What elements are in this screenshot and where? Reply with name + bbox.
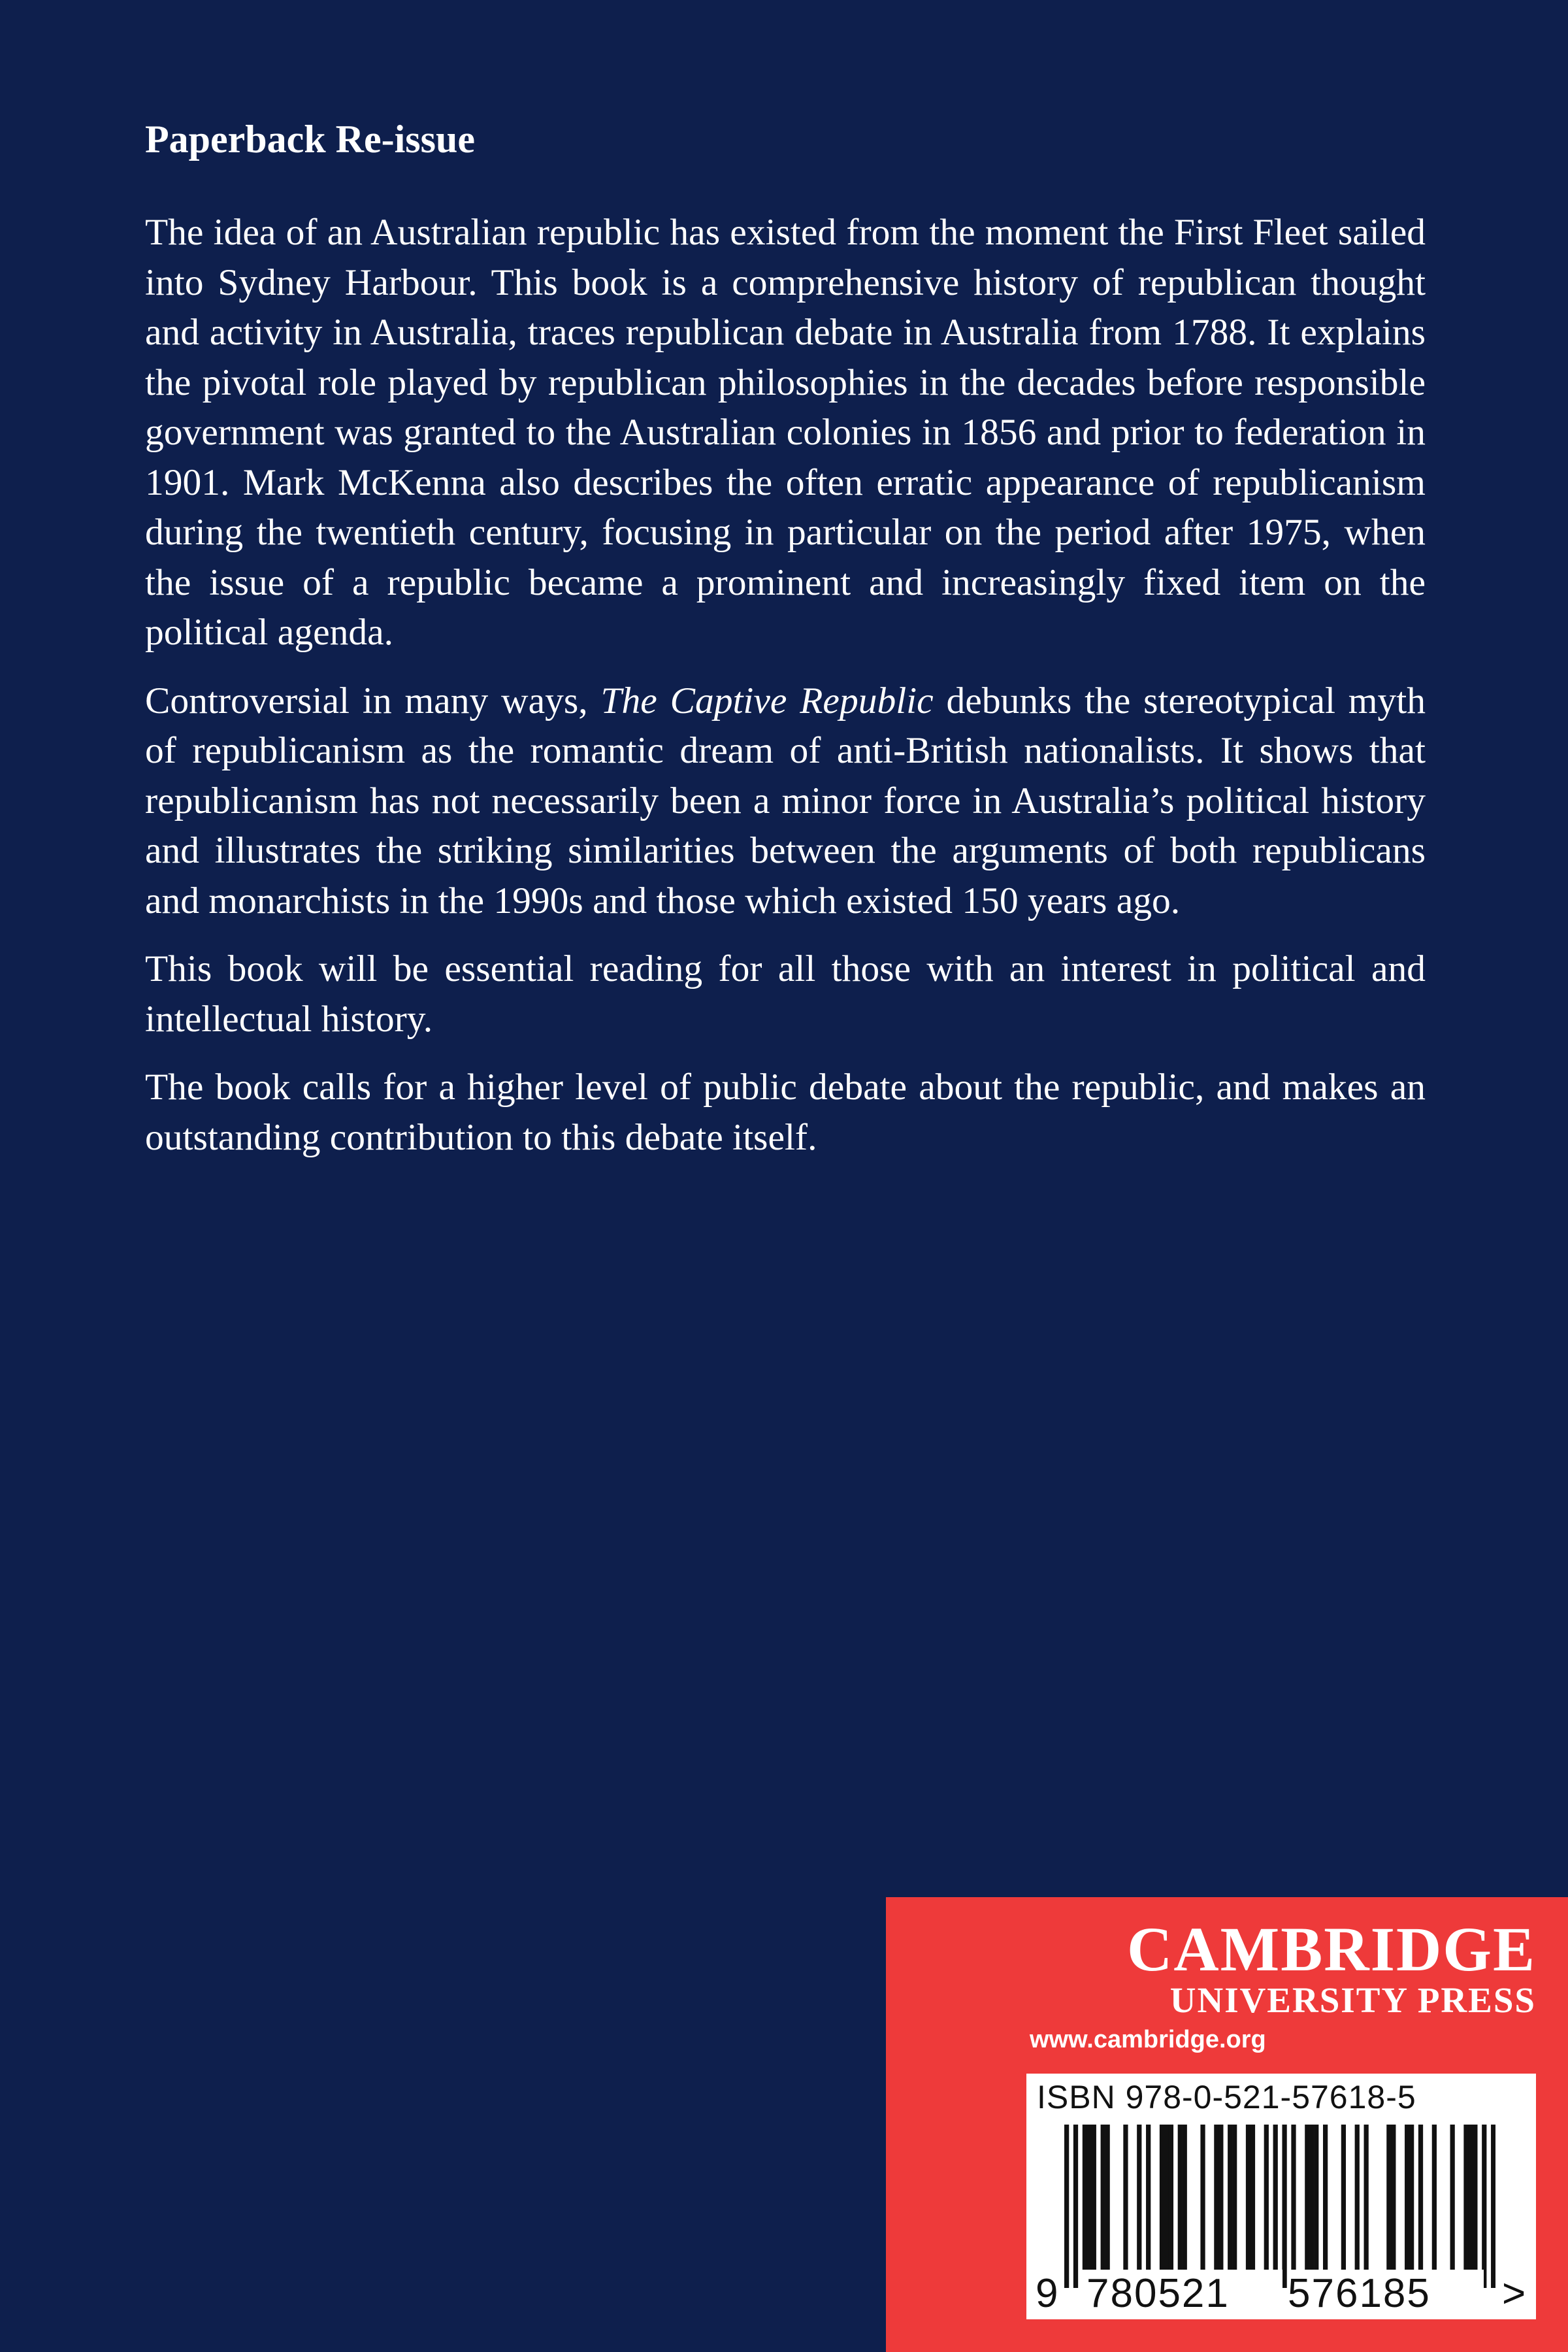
barcode-bar bbox=[1214, 2125, 1218, 2270]
blurb-heading: Paperback Re-issue bbox=[145, 118, 475, 161]
barcode-bar bbox=[1305, 2125, 1309, 2270]
barcode-bar bbox=[1169, 2125, 1173, 2270]
publisher-subtitle: UNIVERSITY PRESS bbox=[1169, 1980, 1536, 2020]
barcode-bar bbox=[1137, 2125, 1141, 2270]
publisher-name: CAMBRIDGE bbox=[1126, 1914, 1536, 1984]
paragraph-2-intro: Controversial in many ways, bbox=[145, 680, 601, 721]
barcode-bar bbox=[1409, 2125, 1414, 2270]
isbn-barcode bbox=[1026, 2074, 1536, 2319]
barcode-bar bbox=[1309, 2125, 1314, 2270]
barcode-digits bbox=[1026, 2270, 1536, 2318]
barcode-bar bbox=[1123, 2125, 1128, 2270]
barcode-bar bbox=[1491, 2125, 1495, 2288]
barcode-bar bbox=[1482, 2125, 1486, 2288]
publisher-url: www.cambridge.org bbox=[1030, 2026, 1266, 2053]
barcode-bar bbox=[1092, 2125, 1096, 2270]
barcode-bar bbox=[1146, 2125, 1151, 2270]
barcode-bar bbox=[1341, 2125, 1346, 2270]
barcode-bar bbox=[1468, 2125, 1473, 2270]
barcode-bar bbox=[1432, 2125, 1437, 2270]
publisher-block bbox=[886, 1897, 1568, 2352]
barcode-bar bbox=[1282, 2125, 1286, 2288]
barcode-bar bbox=[1405, 2125, 1409, 2270]
barcode-bar bbox=[1323, 2125, 1328, 2270]
barcode-bar bbox=[1264, 2125, 1269, 2270]
barcode-bar bbox=[1291, 2125, 1296, 2270]
barcode-bar bbox=[1232, 2125, 1237, 2270]
barcode-bar bbox=[1218, 2125, 1223, 2270]
barcode-bars bbox=[1064, 2125, 1495, 2288]
barcode-bar bbox=[1164, 2125, 1169, 2270]
barcode-bar bbox=[1463, 2125, 1468, 2270]
barcode-digit-first: 9 bbox=[1036, 2270, 1058, 2318]
barcode-arrow: > bbox=[1502, 2270, 1526, 2318]
barcode-bar bbox=[1246, 2125, 1250, 2270]
barcode-digits-right: 576185 bbox=[1288, 2270, 1484, 2318]
barcode-bar bbox=[1273, 2125, 1278, 2288]
isbn-label: ISBN 978-0-521-57618-5 bbox=[1037, 2079, 1416, 2115]
barcode-bar bbox=[1250, 2125, 1255, 2270]
barcode-digits-left: 780521 bbox=[1086, 2270, 1282, 2318]
blurb-paragraph-3: This book will be essential reading for all those with an interest in political and intellectual history. bbox=[145, 948, 1426, 1040]
barcode-bar bbox=[1183, 2125, 1187, 2270]
barcode-bar bbox=[1391, 2125, 1396, 2270]
barcode-bar bbox=[1450, 2125, 1455, 2270]
barcode-bar bbox=[1160, 2125, 1164, 2270]
barcode-bar bbox=[1101, 2125, 1105, 2270]
book-title: The Captive Republic bbox=[600, 680, 934, 721]
barcode-bar bbox=[1178, 2125, 1183, 2270]
blurb-paragraph-4: The book calls for a higher level of public debate about the republic, and makes an outstanding contribution to this debate itself. bbox=[145, 1067, 1426, 1158]
barcode-bar bbox=[1364, 2125, 1369, 2270]
blurb-paragraph-1: The idea of an Australian republic has existed from the moment the First Fleet sailed into Sydney Harbour. This book is a comprehensive history of republican thought and activity in Australia, traces republican debate in Australia from 1788. It explains the pivotal role played by republican philosophies in the decades before responsible government was granted to the Australian colonies in 1856 and prior to federation in 1901. Mark McKenna also describes the often erratic appearance of republicanism during the twentieth century, focusing in particular on the period after 1975, when the issue of a republic became a prominent and increasingly fixed item on the political agenda. bbox=[145, 212, 1426, 653]
barcode-bar bbox=[1064, 2125, 1069, 2288]
blurb-paragraph-2 bbox=[145, 676, 1426, 927]
barcode-bar bbox=[1228, 2125, 1232, 2270]
blurb-text bbox=[145, 111, 1426, 1181]
barcode-bar bbox=[1386, 2125, 1391, 2270]
barcode-bar bbox=[1087, 2125, 1092, 2270]
barcode-bar bbox=[1105, 2125, 1110, 2270]
barcode-bar bbox=[1083, 2125, 1087, 2270]
paragraph-2-body: debunks the stereotypical myth of republicanism as the romantic dream of anti-British nationalists. It shows that republicanism has not necessarily been a minor force in Australia’s political history and illustrates the striking similarities between the arguments of both republicans and monarchists in the 1990s and those which existed 150 years ago. bbox=[145, 680, 1426, 921]
barcode-bar bbox=[1418, 2125, 1423, 2270]
barcode-bar bbox=[1073, 2125, 1078, 2288]
barcode-bar bbox=[1473, 2125, 1477, 2270]
barcode-bar bbox=[1355, 2125, 1360, 2270]
barcode-bar bbox=[1314, 2125, 1318, 2270]
barcode-bar bbox=[1200, 2125, 1205, 2270]
